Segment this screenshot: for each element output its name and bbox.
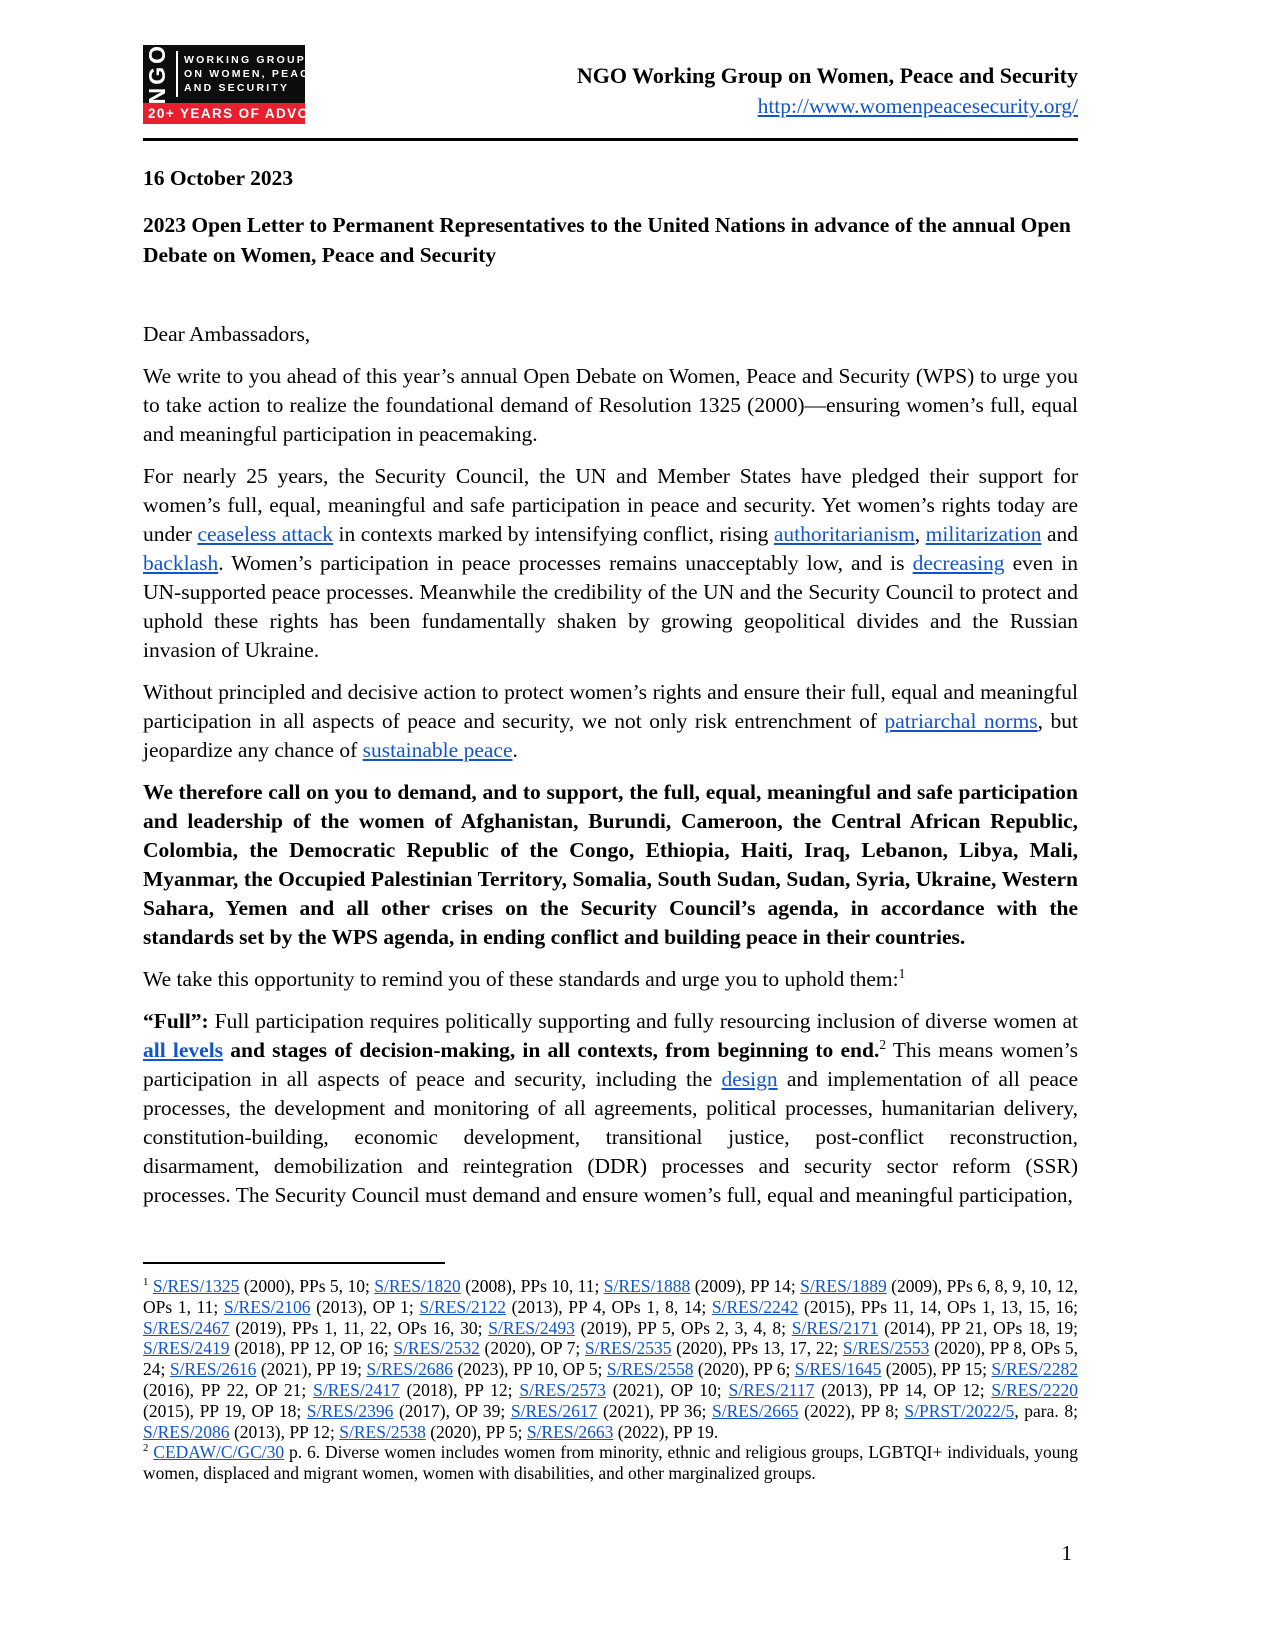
text-run: (2022), PP 8; <box>798 1400 905 1421</box>
text-run: (2019), PPs 1, 11, 22, OPs 16, 30; <box>229 1317 489 1338</box>
paragraph-we-therefore-call <box>143 778 1078 952</box>
inline-link[interactable]: sustainable peace <box>362 738 513 762</box>
inline-link[interactable]: S/RES/1645 <box>794 1359 882 1380</box>
logo-wordmark-line3: AND SECURITY <box>184 81 290 94</box>
text-run: (2000), PPs 5, 10; <box>239 1276 375 1296</box>
inline-link[interactable]: S/RES/2538 <box>339 1421 426 1442</box>
header-right <box>577 61 1078 124</box>
inline-link[interactable]: S/RES/2616 <box>169 1359 257 1380</box>
footnote-divider <box>143 1262 445 1264</box>
text-run: (2009), PP 14; <box>690 1276 801 1296</box>
inline-link[interactable]: S/RES/2665 <box>712 1400 799 1421</box>
text-run: (2020), OP 7; <box>479 1338 585 1359</box>
org-url-link[interactable]: http://www.womenpeacesecurity.org/ <box>757 94 1078 118</box>
inline-link[interactable]: S/RES/2558 <box>606 1359 694 1380</box>
text-run: We write to you ahead of this year’s annual Open Debate on Women, Peace and Security (WPS) to urge you to take action to realize the foundational demand of Resolution 1325 (2000)—ensuring women’s full, equal and meaningful participation in peacemaking. <box>143 364 1078 446</box>
text-run: We therefore call on you to demand, and to support, the full, equal, meaningful and safe participation and leadership of the women of Afghanistan, Burundi, Cameroon, the Central African Republic, Colombia, the Democratic Republic of the Congo, Ethiopia, Haiti, Iraq, Lebanon, Libya, Mali, Myanmar, the Occupied Palestinian Territory, Somalia, South Sudan, Sudan, Syria, Ukraine, Western Sahara, Yemen and all other crises on the Security Council’s agenda, in accordance with the standards set by the WPS agenda, in ending conflict and building peace in their countries. <box>143 780 1078 949</box>
text-run: . <box>512 738 518 762</box>
text-run: (2013), OP 1; <box>310 1296 420 1317</box>
text-run: (2018), PP 12, OP 16; <box>229 1338 394 1359</box>
text-run: and <box>1041 522 1079 546</box>
text-run: (2020), PPs 13, 17, 22; <box>671 1338 843 1359</box>
footnote-2 <box>143 1442 1078 1484</box>
paragraph-intro <box>143 362 1078 449</box>
text-run: We take this opportunity to remind you of these standards and urge you to uphold them: <box>143 967 899 991</box>
org-name: NGO Working Group on Women, Peace and Security <box>576 63 1078 88</box>
text-run: Full participation requires politically supporting and fully resourcing inclusion of diverse women at <box>208 1009 1078 1033</box>
text-run: (2014), PP 21, OPs 18, 19; <box>878 1317 1079 1338</box>
inline-link[interactable]: S/RES/1889 <box>800 1276 887 1296</box>
inline-link[interactable]: authoritarianism <box>773 522 915 546</box>
ngowg-logo <box>143 43 354 124</box>
inline-link[interactable]: S/RES/1820 <box>374 1276 461 1296</box>
paragraph-without-principled <box>143 678 1078 765</box>
text-run: (2008), PPs 10, 11; <box>460 1276 604 1296</box>
text-run: (2005), PP 15; <box>881 1359 992 1380</box>
page-number: 1 <box>1061 1541 1072 1565</box>
text-run: in contexts marked by intensifying conflict, rising <box>333 522 774 546</box>
text-run: , but jeopardize any chance of <box>143 709 1078 762</box>
inline-link[interactable]: design <box>721 1067 778 1091</box>
text-run: (2020), PP 8, OPs 5, 24; <box>143 1338 1078 1380</box>
footnote-ref: 2 <box>879 1036 886 1052</box>
logo-banner: 20+ YEARS OF ADVOCACY <box>143 103 305 124</box>
inline-link[interactable]: all levels <box>143 1038 224 1062</box>
text-run: (2015), PP 19, OP 18; <box>143 1400 307 1421</box>
inline-link[interactable]: S/PRST/2022/5 <box>904 1400 1015 1421</box>
text-run: and implementation of all peace processes, the development and monitoring of all agreements, political processes, humanitarian delivery, constitution-building, economic development, transitional justice, post-conflict reconstruction, disarmament, demobilization and reintegration (DDR) processes and security sector reform (SSR) processes. The Security Council must demand and ensure women’s full, equal and meaningful participation, <box>143 1067 1078 1207</box>
footnote-ref: 1 <box>898 965 906 981</box>
footnotes-section <box>143 1262 1078 1484</box>
text-run: “Full”: <box>143 1009 209 1033</box>
paragraph-full-standard <box>143 1007 1078 1210</box>
inline-link[interactable]: S/RES/2663 <box>526 1421 614 1442</box>
text-run: (2013), PP 4, OPs 1, 8, 14; <box>505 1296 712 1317</box>
paragraph-we-take-this-opportunity <box>143 965 1078 994</box>
inline-link[interactable]: S/RES/1325 <box>152 1276 240 1296</box>
text-run: Without principled and decisive action to protect women’s rights and ensure their full, equal and meaningful participation in all aspects of peace and security, we not only risk entrenchment of <box>143 680 1078 733</box>
logo-wordmark-line1: WORKING GROUP <box>184 53 306 66</box>
logo-wordmark-line2: ON WOMEN, PEACE <box>184 67 320 80</box>
footnote-ref: 1 <box>143 1276 149 1289</box>
text-run: (2020), PP 6; <box>693 1359 795 1380</box>
inline-link[interactable]: S/RES/2617 <box>510 1400 598 1421</box>
text-run: , para. 8; <box>1014 1400 1078 1421</box>
salutation: Dear Ambassadors, <box>143 322 311 346</box>
inline-link[interactable]: militarization <box>925 522 1042 546</box>
inline-link[interactable]: S/RES/1888 <box>603 1276 691 1296</box>
inline-link[interactable]: S/RES/2419 <box>143 1338 230 1359</box>
text-run: (2019), PP 5, OPs 2, 3, 4, 8; <box>574 1317 792 1338</box>
text-run: This means women’s participation in all aspects of peace and security, including the <box>143 1038 1078 1091</box>
inline-link[interactable]: S/RES/2220 <box>991 1379 1078 1400</box>
logo-ngo-text: NGO <box>144 43 170 105</box>
inline-link[interactable]: S/RES/2396 <box>306 1400 394 1421</box>
letter-body <box>143 164 1078 1210</box>
inline-link[interactable]: patriarchal norms <box>884 709 1038 733</box>
text-run: (2017), OP 39; <box>393 1400 511 1421</box>
inline-link[interactable]: backlash <box>143 551 219 575</box>
text-run: (2021), PP 36; <box>597 1400 712 1421</box>
inline-link[interactable]: S/RES/2106 <box>223 1296 311 1317</box>
text-run: (2018), PP 12; <box>399 1379 520 1400</box>
inline-link[interactable]: S/RES/2171 <box>791 1317 879 1338</box>
text-run: (2022), PP 19. <box>613 1421 719 1442</box>
inline-link[interactable]: S/RES/2553 <box>842 1338 930 1359</box>
inline-link[interactable]: S/RES/2417 <box>313 1379 400 1400</box>
text-run: (2015), PPs 11, 14, OPs 1, 13, 15, 16; <box>798 1296 1078 1317</box>
inline-link[interactable]: decreasing <box>912 551 1005 575</box>
inline-link[interactable]: S/RES/2122 <box>419 1296 506 1317</box>
header-rule <box>143 138 1078 141</box>
footnote-ref: 2 <box>143 1442 149 1455</box>
text-run: , <box>914 522 926 546</box>
inline-link[interactable]: ceaseless attack <box>197 522 334 546</box>
text-run: (2013), PP 12; <box>229 1421 340 1442</box>
inline-link[interactable]: S/RES/2493 <box>488 1317 575 1338</box>
inline-link[interactable]: S/RES/2532 <box>393 1338 480 1359</box>
text-run: (2021), PP 19; <box>256 1359 367 1380</box>
inline-link[interactable]: S/RES/2282 <box>991 1359 1078 1380</box>
inline-link[interactable]: S/RES/2535 <box>584 1338 672 1359</box>
inline-link[interactable]: S/RES/2242 <box>711 1296 799 1317</box>
text-run: even in UN-supported peace processes. Meanwhile the credibility of the UN and the Security Council to protect and uphold these rights has been fundamentally shaken by growing geopolitical divides and the Russian invasion of Ukraine. <box>143 551 1078 662</box>
text-run: For nearly 25 years, the Security Council, the UN and Member States have pledged their support for women’s full, equal, meaningful and safe participation in peace and security. Yet women’s rights today are under <box>143 464 1078 546</box>
logo-wordmark <box>184 54 319 95</box>
footnote-1 <box>143 1276 1078 1442</box>
paragraph-for-nearly-25-years <box>143 462 1078 665</box>
text-run: and stages of decision-making, in all contexts, from beginning to end. <box>223 1038 880 1062</box>
text-run: (2023), PP 10, OP 5; <box>453 1359 607 1380</box>
letter-date: 16 October 2023 <box>143 166 294 190</box>
letter-title: 2023 Open Letter to Permanent Representatives to the United Nations in advance of the annual Open Debate on Women, Peace and Security <box>143 213 1071 267</box>
inline-link[interactable]: CEDAW/C/GC/30 <box>153 1442 285 1463</box>
document-header <box>143 45 1078 124</box>
logo-divider <box>176 51 178 97</box>
text-run: (2016), PP 22, OP 21; <box>143 1379 314 1400</box>
inline-link[interactable]: S/RES/2467 <box>143 1317 230 1338</box>
text-run: (2013), PP 14, OP 12; <box>814 1379 992 1400</box>
logo-black-block <box>143 43 320 105</box>
inline-link[interactable]: S/RES/2573 <box>519 1379 606 1400</box>
text-run: p. 6. Diverse women includes women from minority, ethnic and religious groups, LGBTQI+ individuals, young women, displaced and migrant women, women with disabilities, and other marginalized groups. <box>143 1442 1078 1484</box>
text-run: (2020), PP 5; <box>425 1421 527 1442</box>
text-run: (2009), PPs 6, 8, 9, 10, 12, OPs 1, 11; <box>143 1276 1079 1317</box>
inline-link[interactable]: S/RES/2117 <box>728 1379 815 1400</box>
inline-link[interactable]: S/RES/2686 <box>366 1359 454 1380</box>
text-run: (2021), OP 10; <box>605 1379 729 1400</box>
text-run: . Women’s participation in peace processes remains unacceptably low, and is <box>218 551 913 575</box>
inline-link[interactable]: S/RES/2086 <box>143 1421 230 1442</box>
